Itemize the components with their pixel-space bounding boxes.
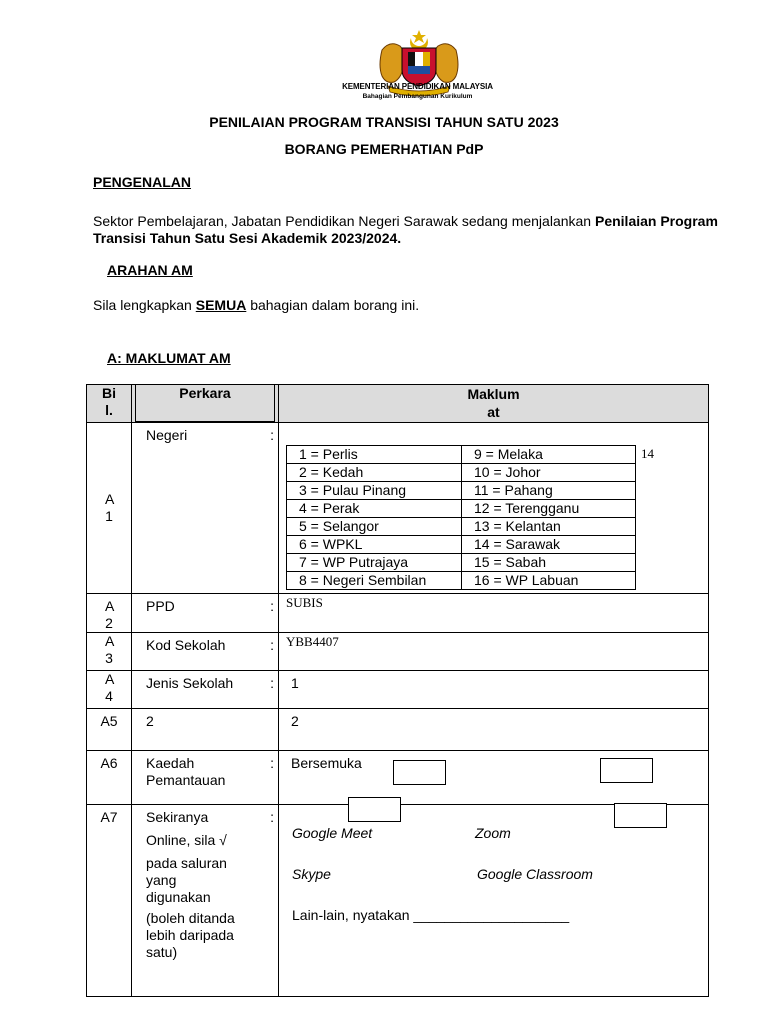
perkara-a3 — [132, 633, 279, 671]
arahan-text-emphasis: SEMUA — [195, 297, 247, 313]
colon: : — [270, 637, 274, 653]
bil-a1: A1 — [87, 423, 132, 594]
header-perkara-label: Perkara — [135, 385, 275, 422]
arahan-heading: ARAHAN AM — [107, 262, 193, 278]
perkara-a5 — [132, 709, 279, 751]
negeri-code-row — [287, 482, 636, 500]
negeri-code-cell: 2 = Kedah — [287, 464, 462, 482]
negeri-code-cell: 4 = Perak — [287, 500, 462, 518]
table-row-a2 — [87, 594, 709, 633]
document-subtitle: BORANG PEMERHATIAN PdP — [284, 141, 484, 157]
perkara-a7-line2: Online, sila √ — [146, 832, 227, 848]
bil-a7: A7 — [87, 805, 132, 997]
header-perkara — [132, 385, 279, 423]
perkara-a3-label: Kod Sekolah — [146, 637, 226, 653]
ppd-answer[interactable]: SUBIS — [286, 595, 323, 610]
maklumat-a5 — [279, 709, 709, 751]
jenis-sekolah-answer[interactable]: 1 — [291, 675, 299, 691]
checkbox-zoom[interactable] — [614, 803, 667, 828]
option-skype: Skype — [292, 866, 331, 882]
negeri-code-cell: 16 = WP Labuan — [462, 572, 636, 590]
maklumat-a7 — [279, 805, 709, 997]
bil-a3: A3 — [87, 633, 132, 671]
table-row-a5 — [87, 709, 709, 751]
arahan-text-suffix: bahagian dalam borang ini. — [246, 297, 420, 313]
negeri-code-cell: 3 = Pulau Pinang — [287, 482, 462, 500]
pengenalan-text — [93, 213, 733, 247]
header-maklumat-label: Maklumat — [467, 386, 520, 420]
option-google-classroom: Google Classroom — [477, 866, 593, 882]
perkara-a6-label: Kaedah Pemantauan — [146, 755, 226, 788]
pengenalan-text-plain: Sektor Pembelajaran, Jabatan Pendidikan Negeri Sarawak sedang menjalankan — [93, 213, 595, 229]
table-header-row — [87, 385, 709, 423]
pengenalan-heading: PENGENALAN — [93, 174, 192, 190]
negeri-code-cell: 12 = Terengganu — [462, 500, 636, 518]
negeri-code-cell: 10 = Johor — [462, 464, 636, 482]
kaedah-answer[interactable]: Bersemuka — [291, 755, 362, 771]
perkara-a4-label: Jenis Sekolah — [146, 675, 234, 691]
negeri-code-cell: 8 = Negeri Sembilan — [287, 572, 462, 590]
maklumat-a3 — [279, 633, 709, 671]
maklumat-a4 — [279, 671, 709, 709]
negeri-answer[interactable]: 14 — [641, 446, 654, 461]
negeri-code-cell: 7 = WP Putrajaya — [287, 554, 462, 572]
perkara-a5-label: 2 — [146, 713, 154, 729]
kod-sekolah-answer[interactable]: YBB4407 — [286, 634, 339, 649]
bil-a6: A6 — [87, 751, 132, 805]
colon: : — [270, 427, 274, 443]
negeri-code-cell: 5 = Selangor — [287, 518, 462, 536]
option-lain-lain[interactable]: Lain-lain, nyatakan ____________________ — [292, 907, 570, 923]
negeri-code-cell: 11 = Pahang — [462, 482, 636, 500]
bil-a5: A5 — [87, 709, 132, 751]
document-title: PENILAIAN PROGRAM TRANSISI TAHUN SATU 2023 — [209, 114, 559, 130]
arahan-text — [93, 297, 733, 314]
option-google-meet: Google Meet — [292, 825, 373, 841]
perkara-a4 — [132, 671, 279, 709]
perkara-a1 — [132, 423, 279, 594]
pengenalan-text-bold: Penilaian Program Transisi Tahun Satu Sesi Akademik 2023/2024. — [93, 213, 718, 246]
logo-ministry-name: KEMENTERIAN PENDIDIKAN MALAYSIA — [342, 82, 493, 91]
bil-a2: A2 — [87, 594, 132, 633]
checkbox-google-meet[interactable] — [348, 797, 401, 822]
colon: : — [270, 809, 274, 825]
bil-a4: A4 — [87, 671, 132, 709]
negeri-code-cell: 15 = Sabah — [462, 554, 636, 572]
perkara-a2-label: PPD — [146, 598, 175, 614]
header-bil: Bil. — [87, 385, 132, 423]
arahan-text-prefix: Sila lengkapkan — [93, 297, 196, 313]
perkara-a7-line3: pada saluran yang digunakan — [146, 855, 227, 905]
negeri-code-row — [287, 536, 636, 554]
negeri-code-cell: 9 = Melaka — [462, 446, 636, 464]
negeri-code-row — [287, 554, 636, 572]
negeri-code-cell: 6 = WPKL — [287, 536, 462, 554]
negeri-code-row — [287, 446, 636, 464]
negeri-code-row — [287, 464, 636, 482]
logo-division-name: Bahagian Pembangunan Kurikulum — [362, 93, 473, 100]
colon: : — [270, 755, 274, 771]
perkara-a7 — [132, 805, 279, 997]
maklumat-a2 — [279, 594, 709, 633]
perkara-a7-line1: Sekiranya — [146, 809, 209, 825]
negeri-code-row — [287, 572, 636, 590]
colon: : — [270, 598, 274, 614]
option-zoom: Zoom — [475, 825, 511, 841]
header-maklumat — [279, 385, 709, 423]
a5-answer[interactable]: 2 — [291, 713, 299, 729]
negeri-code-cell: 14 = Sarawak — [462, 536, 636, 554]
perkara-a2 — [132, 594, 279, 633]
table-row-a3 — [87, 633, 709, 671]
negeri-code-cell: 1 = Perlis — [287, 446, 462, 464]
checkbox-online[interactable] — [600, 758, 653, 783]
negeri-code-row — [287, 500, 636, 518]
perkara-a6 — [132, 751, 279, 805]
negeri-codes-table — [286, 445, 636, 590]
colon: : — [270, 675, 274, 691]
perkara-a7-line4: (boleh ditanda lebih daripada satu) — [146, 910, 235, 960]
table-row-a7 — [87, 805, 709, 997]
negeri-code-cell: 13 = Kelantan — [462, 518, 636, 536]
negeri-code-row — [287, 518, 636, 536]
checkbox-bersemuka[interactable] — [393, 760, 446, 785]
table-row-a4 — [87, 671, 709, 709]
perkara-a1-label: Negeri — [146, 427, 188, 443]
section-a-heading: A: MAKLUMAT AM — [107, 350, 231, 366]
